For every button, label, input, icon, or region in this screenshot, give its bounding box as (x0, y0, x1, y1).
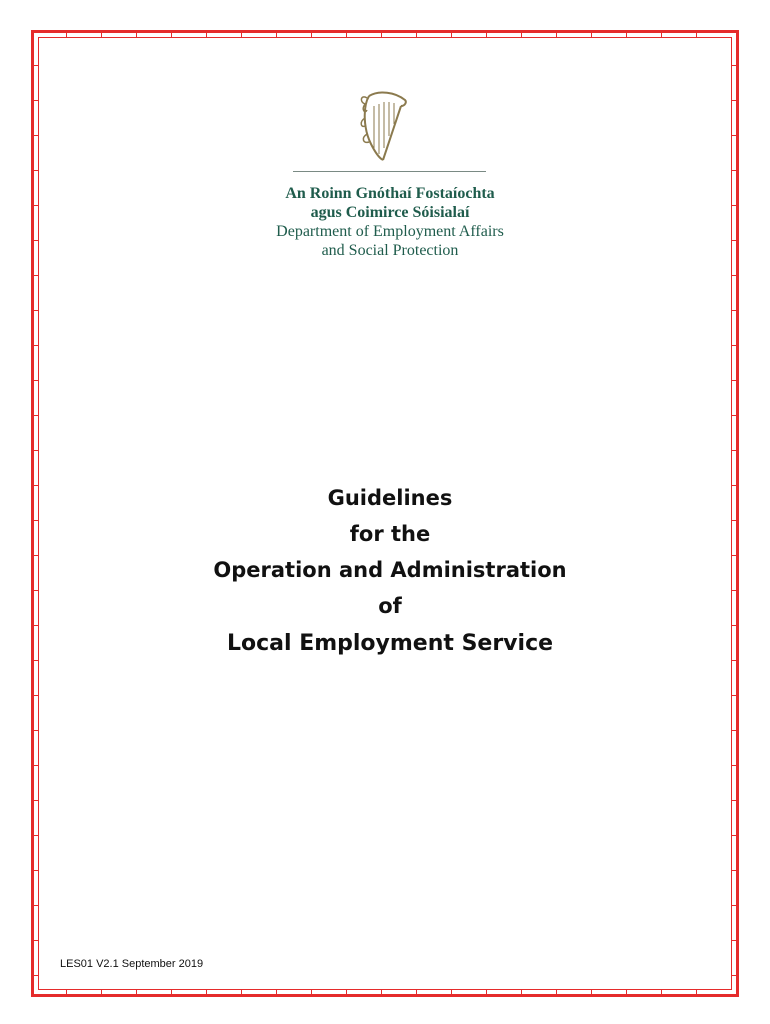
border-tick (732, 905, 736, 906)
border-tick (732, 870, 736, 871)
border-tick (34, 450, 38, 451)
border-tick (732, 695, 736, 696)
border-tick (276, 990, 277, 994)
border-tick (34, 730, 38, 731)
border-tick (136, 990, 137, 994)
border-tick (696, 990, 697, 994)
border-tick (732, 170, 736, 171)
border-tick (34, 905, 38, 906)
border-tick (732, 450, 736, 451)
border-tick (34, 940, 38, 941)
border-tick (206, 990, 207, 994)
title-line2: for the (349, 522, 431, 546)
border-tick (732, 310, 736, 311)
border-tick (346, 33, 347, 37)
border-tick (311, 33, 312, 37)
logo (0, 88, 770, 169)
border-tick (276, 33, 277, 37)
border-tick (661, 33, 662, 37)
border-tick (34, 275, 38, 276)
border-tick (381, 990, 382, 994)
border-tick (732, 800, 736, 801)
border-tick (34, 870, 38, 871)
border-tick (34, 975, 38, 976)
border-tick (101, 33, 102, 37)
border-tick (34, 380, 38, 381)
border-tick (171, 33, 172, 37)
dept-english-line2: and Social Protection (321, 242, 459, 259)
dept-irish-line2: agus Coimirce Sóisialaí (310, 204, 470, 221)
border-tick (66, 990, 67, 994)
border-tick (346, 990, 347, 994)
document-title (0, 480, 770, 662)
title-line3: Operation and Administration (213, 558, 567, 582)
border-tick (34, 800, 38, 801)
dept-irish-line1: An Roinn Gnóthaí Fostaíochta (285, 185, 495, 202)
border-tick (626, 33, 627, 37)
title-line1: Guidelines (327, 486, 453, 510)
border-tick (416, 33, 417, 37)
title-line4: of (378, 594, 402, 618)
logo-divider (293, 171, 486, 172)
border-tick (556, 990, 557, 994)
border-tick (696, 33, 697, 37)
border-tick (66, 33, 67, 37)
border-tick (732, 940, 736, 941)
border-tick (136, 33, 137, 37)
border-tick (34, 65, 38, 66)
border-tick (451, 990, 452, 994)
border-tick (34, 695, 38, 696)
border-tick (521, 33, 522, 37)
document-reference: LES01 V2.1 September 2019 (60, 958, 204, 970)
harp-icon (355, 88, 415, 164)
border-tick (381, 33, 382, 37)
border-tick (34, 345, 38, 346)
border-tick (101, 990, 102, 994)
border-tick (732, 730, 736, 731)
border-tick (732, 765, 736, 766)
border-tick (311, 990, 312, 994)
border-tick (416, 990, 417, 994)
border-tick (591, 990, 592, 994)
title-line5: Local Employment Service (226, 631, 554, 656)
border-tick (171, 990, 172, 994)
border-tick (206, 33, 207, 37)
border-tick (732, 345, 736, 346)
border-tick (661, 990, 662, 994)
border-tick (34, 765, 38, 766)
border-tick (732, 415, 736, 416)
border-tick (486, 33, 487, 37)
border-tick (241, 990, 242, 994)
border-tick (34, 835, 38, 836)
border-tick (556, 33, 557, 37)
border-tick (626, 990, 627, 994)
border-tick (732, 380, 736, 381)
border-tick (34, 170, 38, 171)
border-tick (591, 33, 592, 37)
border-tick (521, 990, 522, 994)
border-tick (241, 33, 242, 37)
border-tick (732, 275, 736, 276)
border-tick (486, 990, 487, 994)
border-tick (732, 975, 736, 976)
department-name (0, 184, 770, 260)
border-tick (732, 835, 736, 836)
border-tick (34, 415, 38, 416)
border-tick (451, 33, 452, 37)
dept-english-line1: Department of Employment Affairs (276, 223, 504, 240)
border-tick (34, 310, 38, 311)
border-tick (732, 65, 736, 66)
